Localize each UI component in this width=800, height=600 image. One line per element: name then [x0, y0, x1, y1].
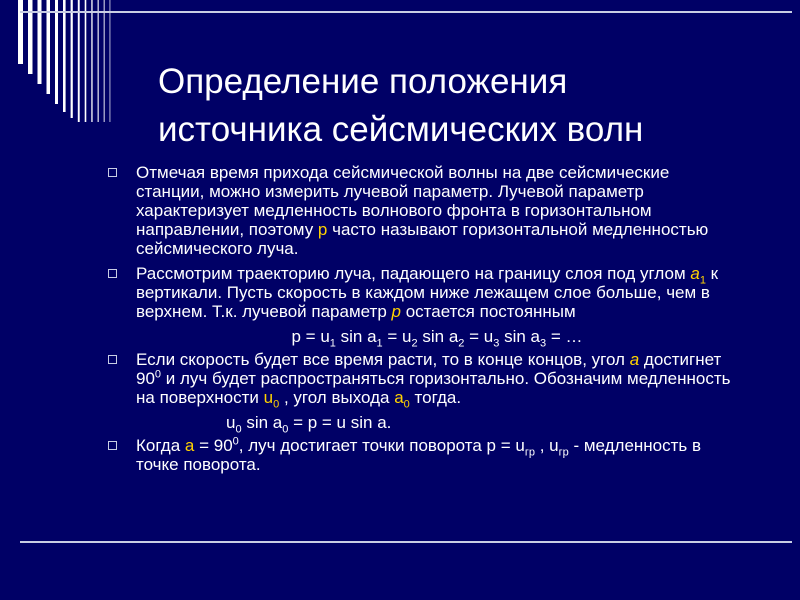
- stripe: [91, 0, 92, 122]
- turning-subscript: гр: [524, 446, 535, 459]
- snell-law-formula: [136, 327, 738, 350]
- bullet-item-2: [108, 264, 738, 321]
- bullet-3-text-a: Если скорость будет все время расти, то в конце концов, угол: [136, 350, 630, 369]
- formula-part: sin a: [335, 327, 377, 346]
- formula-subscript: 1: [376, 337, 383, 350]
- bullet-item-1: [108, 163, 738, 258]
- formula-part: p = u: [291, 327, 330, 346]
- stripe: [78, 0, 80, 122]
- title-line-1: Определение положения: [158, 62, 568, 101]
- stripe: [104, 0, 105, 122]
- angle-symbol: а: [690, 264, 700, 283]
- square-bullet-icon: [108, 441, 117, 450]
- bullet-2-text-c: остается постоянным: [400, 302, 576, 321]
- angle-symbol: а: [629, 350, 640, 369]
- formula-subscript: 3: [493, 337, 500, 350]
- formula-subscript: 2: [411, 337, 418, 350]
- formula-part: sin a: [417, 327, 459, 346]
- stripe: [63, 0, 66, 112]
- square-bullet-icon: [108, 355, 117, 364]
- formula-part: sin a: [499, 327, 541, 346]
- slide-title: [158, 58, 778, 154]
- formula-subscript: 0: [235, 423, 242, 436]
- degree-superscript: 0: [154, 368, 162, 381]
- formula-subscript: 3: [540, 337, 547, 350]
- angle-symbol: а: [184, 436, 195, 455]
- bullet-1-text-b: часто называют горизонтальной медленностью сейсмического луча.: [136, 220, 709, 258]
- bullet-4-text-b: = 90: [194, 436, 233, 455]
- bullet-3-text-e: тогда.: [409, 388, 462, 407]
- stripe: [18, 0, 23, 64]
- stripe: [110, 0, 111, 122]
- formula-part: sin a: [241, 413, 283, 432]
- slowness-subscript: 0: [273, 398, 280, 411]
- formula-part: = p = u sin a.: [288, 413, 392, 432]
- stripe: [85, 0, 87, 122]
- slide-body: [108, 163, 738, 480]
- bullet-3-text-d: , угол выхода: [279, 388, 395, 407]
- exit-angle-subscript: 0: [403, 398, 410, 411]
- stripe: [98, 0, 99, 122]
- stripe: [47, 0, 51, 94]
- square-bullet-icon: [108, 168, 117, 177]
- bottom-divider-line: [20, 541, 792, 543]
- title-line-2: источника сейсмических волн: [158, 110, 644, 149]
- ray-parameter-symbol: р: [317, 220, 328, 239]
- stripe: [55, 0, 58, 104]
- bullet-1-text-a: Отмечая время прихода сейсмической волны на две сейсмические станции, можно измерить лучевой параметр. Лучевой параметр характеризует медленность волнового фронта в горизонтальном направлении, поэтому: [136, 163, 670, 239]
- formula-subscript: 0: [282, 423, 289, 436]
- degree-superscript: 0: [232, 435, 239, 448]
- bullet-3-text-c: и луч будет распространяться горизонтально. Обозначим медленность на поверхности: [136, 369, 731, 407]
- square-bullet-icon: [108, 269, 117, 278]
- slowness-symbol: u: [263, 388, 274, 407]
- formula-part: = u: [464, 327, 494, 346]
- stripes-decoration: [0, 0, 160, 125]
- bullet-4-text-d: , u: [534, 436, 559, 455]
- bullet-4-text-a: Когда: [136, 436, 185, 455]
- bullet-4-text-c: , луч достигает точки поворота р = u: [238, 436, 525, 455]
- formula-subscript: 1: [329, 337, 336, 350]
- ray-parameter-symbol: р: [391, 302, 401, 321]
- formula-part: = …: [546, 327, 583, 346]
- surface-slowness-formula: [108, 413, 738, 436]
- stripe: [71, 0, 73, 118]
- bullet-item-3: [108, 350, 738, 411]
- formula-subscript: 2: [458, 337, 465, 350]
- bullet-3-text-b: достигнет 90: [136, 350, 722, 388]
- angle-subscript: 1: [699, 274, 706, 287]
- bullet-2-text-b: к вертикали. Пусть скорость в каждом ниже лежащем слое больше, чем в верхнем. Т.к. лучевой параметр: [136, 264, 719, 321]
- bullet-2-text-a: Рассмотрим траекторию луча, падающего на границу слоя под углом: [136, 264, 691, 283]
- formula-part: u: [226, 413, 236, 432]
- formula-part: = u: [382, 327, 412, 346]
- bullet-item-4: [108, 436, 738, 474]
- top-divider-line: [20, 11, 792, 13]
- turning-subscript: гр: [558, 446, 569, 459]
- exit-angle-symbol: а: [394, 388, 404, 407]
- bullet-4-text-e: - медленность в точке поворота.: [136, 436, 702, 474]
